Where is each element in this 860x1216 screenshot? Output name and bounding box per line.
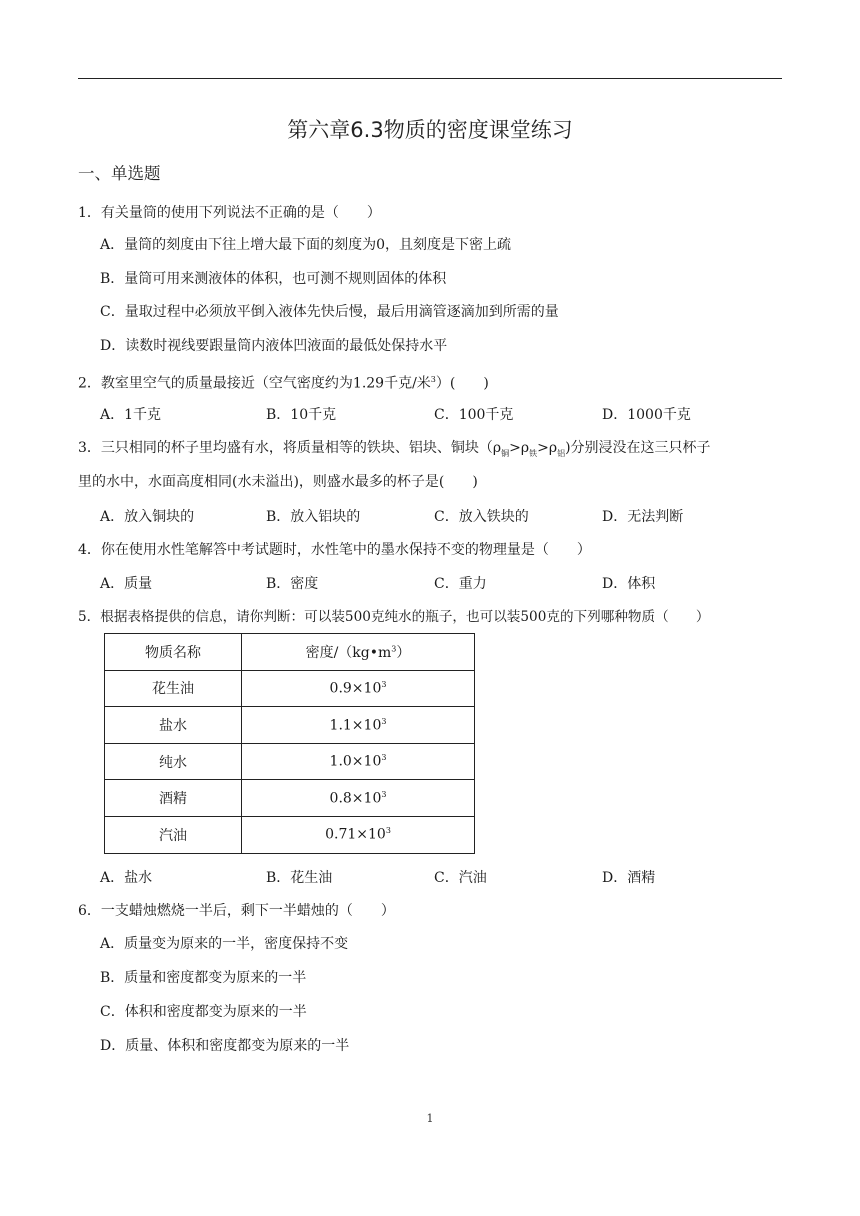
question-6-stem: 6．一支蜡烛燃烧一半后，剩下一半蜡烛的（ ） (78, 903, 395, 919)
table-cell-substance: 纯水 (105, 743, 242, 780)
table-row (105, 816, 475, 853)
page-number: 1 (426, 1112, 434, 1125)
question-2-option-d: D．1000千克 (602, 407, 691, 423)
question-3-stem-text-end: )分别浸没在这三只杯子 (565, 440, 711, 456)
question-4-options (100, 573, 780, 593)
table-cell-density (242, 707, 475, 744)
question-3-option-c: C．放入铁块的 (434, 509, 529, 525)
question-3-greater-than: >ρ (509, 440, 530, 456)
table-row (105, 670, 475, 707)
question-6-option-c: C．体积和密度都变为原来的一半 (100, 1004, 307, 1020)
question-2-option-c: C．100千克 (434, 407, 514, 423)
question-1-stem: 1．有关量筒的使用下列说法不正确的是（ ） (78, 205, 381, 221)
question-5-option-d: D．酒精 (602, 870, 656, 886)
section-heading: 一、单选题 (78, 164, 161, 183)
question-5-option-c: C．汽油 (434, 870, 487, 886)
question-6-option-a: A．质量变为原来的一半，密度保持不变 (100, 936, 349, 952)
question-4-option-c: C．重力 (434, 576, 487, 592)
table-header-density-exponent: 3 (391, 644, 397, 654)
density-exponent: 3 (381, 789, 387, 799)
question-3-subscript-iron: 铁 (529, 448, 538, 458)
header-rule (78, 78, 782, 79)
question-6-option-b: B．质量和密度都变为原来的一半 (100, 970, 307, 986)
question-2-stem-text: 2．教室里空气的质量最接近（空气密度约为1.29千克/米 (78, 375, 431, 392)
table-row (105, 707, 475, 744)
question-1-option-d: D．读数时视线要跟量筒内液体凹液面的最低处保持水平 (100, 338, 448, 354)
question-3-subscript-aluminum: 铝 (557, 448, 566, 458)
question-5-option-a: A．盐水 (100, 870, 153, 886)
question-2-stem (78, 370, 489, 394)
table-cell-density (242, 743, 475, 780)
table-cell-density (242, 670, 475, 707)
question-5-options (100, 867, 780, 887)
question-5-stem: 5．根据表格提供的信息，请你判断：可以装500克纯水的瓶子，也可以装500克的下列哪种物质（ ） (78, 609, 710, 625)
density-exponent: 3 (385, 826, 391, 836)
question-4-stem: 4．你在使用水性笔解答中考试题时，水性笔中的墨水保持不变的物理量是（ ） (78, 542, 591, 558)
density-exponent: 3 (381, 753, 387, 763)
question-6-option-d: D．质量、体积和密度都变为原来的一半 (100, 1038, 350, 1054)
table-header-row (105, 634, 475, 671)
question-3-stem-line-1 (78, 438, 711, 464)
page-title: 第六章6.3物质的密度课堂练习 (287, 118, 573, 142)
table-row (105, 743, 475, 780)
question-1-option-b: B．量筒可用来测液体的体积，也可测不规则固体的体积 (100, 271, 447, 287)
question-3-option-b: B．放入铝块的 (266, 509, 361, 525)
table-header-density-close: ） (396, 644, 411, 661)
density-value: 0.9×10 (329, 680, 382, 697)
table-cell-substance: 花生油 (105, 670, 242, 707)
table-cell-substance: 酒精 (105, 780, 242, 817)
density-value: 1.0×10 (329, 753, 382, 770)
question-2-stem-superscript: 3 (430, 375, 436, 384)
table-cell-density (242, 780, 475, 817)
density-value: 0.71×10 (325, 827, 386, 844)
question-5-option-b: B．花生油 (266, 870, 333, 886)
question-2-option-b: B．10千克 (266, 407, 337, 423)
question-2-option-a: A．1千克 (100, 407, 162, 423)
question-3-option-a: A．放入铜块的 (100, 509, 195, 525)
density-table (104, 633, 475, 854)
question-3-subscript-copper: 铜 (501, 448, 510, 458)
question-1-option-c: C．量取过程中必须放平倒入液体先快后慢，最后用滴管逐滴加到所需的量 (100, 304, 559, 320)
table-cell-density (242, 816, 475, 853)
table-cell-substance: 盐水 (105, 707, 242, 744)
question-3-option-d: D．无法判断 (602, 509, 684, 525)
question-2-options (100, 404, 780, 424)
question-3-greater-than: >ρ (537, 440, 558, 456)
question-2-stem-end: ）( ) (435, 375, 489, 392)
density-value: 1.1×10 (329, 717, 382, 734)
question-3-options (100, 506, 780, 526)
question-4-option-d: D．体积 (602, 576, 656, 592)
question-1-option-a: A．量筒的刻度由下往上增大最下面的刻度为0，且刻度是下密上疏 (100, 237, 512, 253)
table-header-density-label: 密度/（kg•m (305, 644, 392, 661)
density-value: 0.8×10 (329, 790, 382, 807)
table-cell-substance: 汽油 (105, 816, 242, 853)
density-exponent: 3 (381, 716, 387, 726)
question-3-stem-line-2: 里的水中，水面高度相同(水未溢出)，则盛水最多的杯子是( ) (78, 474, 478, 490)
table-header-density (242, 634, 475, 671)
table-header-substance: 物质名称 (105, 634, 242, 671)
density-exponent: 3 (381, 680, 387, 690)
question-4-option-b: B．密度 (266, 576, 319, 592)
question-4-option-a: A．质量 (100, 576, 153, 592)
table-row (105, 780, 475, 817)
question-3-stem-text: 3．三只相同的杯子里均盛有水，将质量相等的铁块、铝块、铜块（ρ (78, 440, 502, 456)
